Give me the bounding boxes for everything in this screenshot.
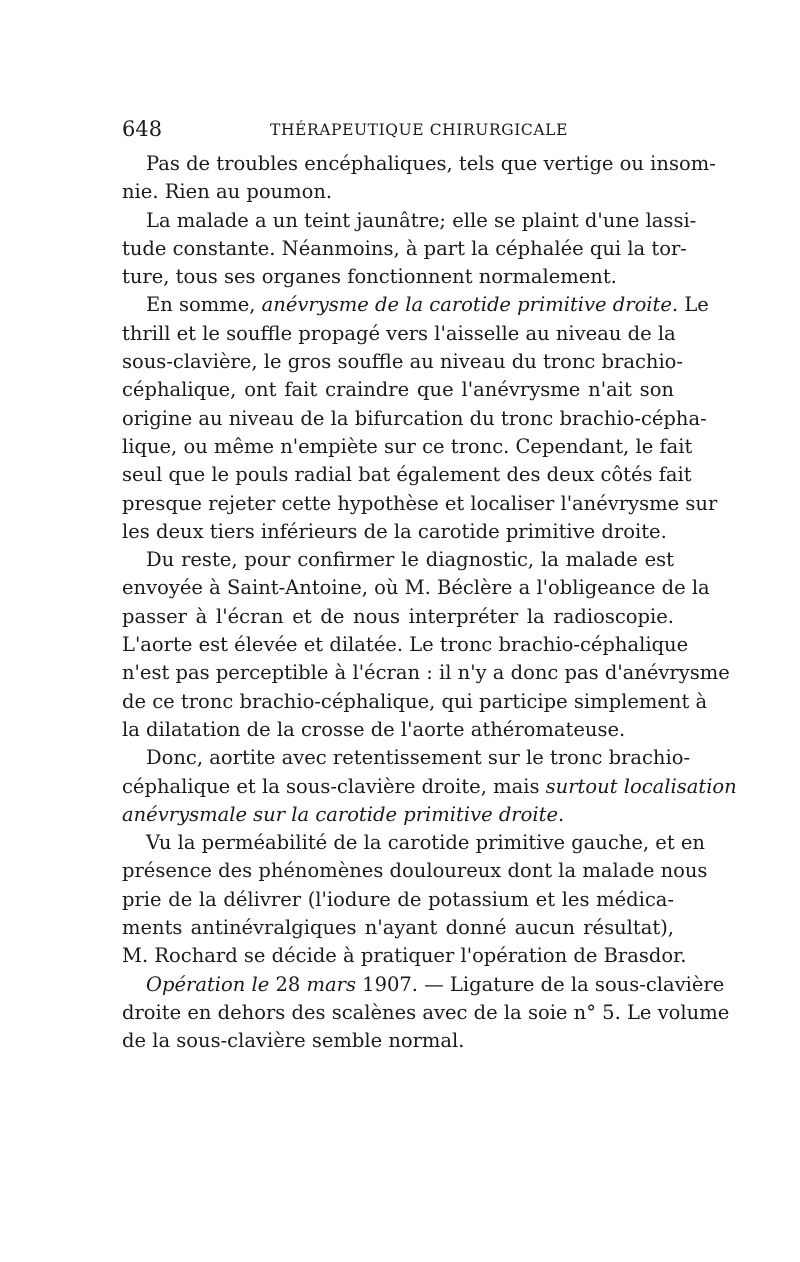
text-run: nie. Rien au poumon. (122, 180, 333, 204)
text-line (122, 490, 718, 518)
text-line (122, 263, 674, 291)
text-line (122, 461, 692, 489)
text-line (122, 857, 708, 885)
text-run: tude constante. Néanmoins, à part la céphalée qui la tor- (122, 236, 687, 260)
text-run: n'est pas perceptible à l'écran : il n'y a donc pas d'anévrysme (122, 661, 730, 685)
text-line (122, 716, 674, 744)
text-line (122, 433, 693, 461)
text-run: céphalique, ont fait craindre que l'anévrysme n'ait son (122, 378, 674, 402)
text-line (122, 405, 707, 433)
text-run: . Le (671, 293, 709, 317)
text-line (122, 886, 674, 914)
body-text (122, 150, 737, 1056)
text-run: présence des phénomènes douloureux dont la malade nous (122, 859, 708, 883)
text-line (122, 291, 709, 319)
text-run: 28 (269, 972, 307, 996)
text-run: la dilatation de la crosse de l'aorte athéromateuse. (122, 717, 626, 741)
text-line (122, 659, 730, 687)
text-run: Vu la perméabilité de la carotide primitive gauche, et en (146, 831, 705, 855)
text-run: presque rejeter cette hypothèse et localiser l'anévrysme sur (122, 491, 718, 515)
text-line (122, 942, 687, 970)
text-run: ments antinévralgiques n'ayant donné aucun résultat), (122, 916, 674, 940)
text-line (122, 207, 697, 235)
text-line (122, 518, 674, 546)
text-line (122, 546, 674, 574)
text-line (122, 971, 725, 999)
text-run: Du reste, pour confirmer le diagnostic, la malade est (146, 548, 674, 572)
text-run: origine au niveau de la bifurcation du tronc brachio-cépha- (122, 406, 707, 430)
italic-run: mars (306, 972, 356, 996)
text-run: les deux tiers inférieurs de la carotide primitive droite. (122, 519, 667, 543)
italic-run: surtout localisation (545, 774, 737, 798)
text-line (122, 773, 737, 801)
italic-run: anévrysmale sur la carotide primitive droite (122, 802, 558, 826)
text-run: prie de la délivrer (l'iodure de potassium et les médica- (122, 887, 674, 911)
text-run: M. Rochard se décide à pratiquer l'opération de Brasdor. (122, 944, 687, 968)
italic-run: anévrysme de la carotide primitive droite (261, 293, 672, 317)
text-line (122, 320, 674, 348)
text-run: thrill et le souffle propagé vers l'aisselle au niveau de la (122, 321, 676, 345)
text-line (122, 376, 674, 404)
text-run: L'aorte est élevée et dilatée. Le tronc brachio-céphalique (122, 633, 689, 657)
text-line (122, 688, 708, 716)
text-run: céphalique et la sous-clavière droite, mais (122, 774, 546, 798)
text-line (122, 150, 716, 178)
running-title: THÉRAPEUTIQUE CHIRURGICALE (270, 121, 568, 139)
text-run: 1907. — Ligature de la sous-clavière (355, 972, 725, 996)
text-run: droite en dehors des scalènes avec de la soie n° 5. Le volume (122, 1000, 730, 1024)
text-run: . (557, 802, 565, 826)
text-run: de la sous-clavière semble normal. (122, 1029, 465, 1053)
text-line (122, 801, 674, 829)
text-run: En somme, (146, 293, 262, 317)
text-run: ture, tous ses organes fonctionnent normalement. (122, 265, 617, 289)
text-line (122, 1027, 674, 1055)
text-line (122, 348, 684, 376)
text-run: Donc, aortite avec retentissement sur le tronc brachio- (146, 746, 691, 770)
text-run: seul que le pouls radial bat également des deux côtés fait (122, 463, 692, 487)
text-line (122, 829, 705, 857)
text-run: La malade a un teint jaunâtre; elle se plaint d'une lassi- (146, 208, 697, 232)
text-run: Pas de troubles encéphaliques, tels que vertige ou insom- (146, 152, 716, 175)
text-line (122, 631, 689, 659)
text-line (122, 574, 710, 602)
text-line (122, 603, 674, 631)
text-run: sous-clavière, le gros souffle au niveau du tronc brachio- (122, 350, 684, 374)
text-run: de ce tronc brachio-céphalique, qui participe simplement à (122, 689, 708, 713)
text-line (122, 235, 687, 263)
text-line (122, 178, 674, 206)
text-run: lique, ou même n'empiète sur ce tronc. Cependant, le fait (122, 434, 693, 458)
text-run: passer à l'écran et de nous interpréter la radioscopie. (122, 604, 674, 628)
text-line (122, 744, 691, 772)
page-number: 648 (122, 117, 163, 141)
text-line (122, 999, 730, 1027)
page-header (122, 114, 682, 144)
italic-run: Opération le (146, 972, 270, 996)
text-line (122, 914, 674, 942)
text-run: envoyée à Saint-Antoine, où M. Béclère a l'obligeance de la (122, 576, 710, 600)
